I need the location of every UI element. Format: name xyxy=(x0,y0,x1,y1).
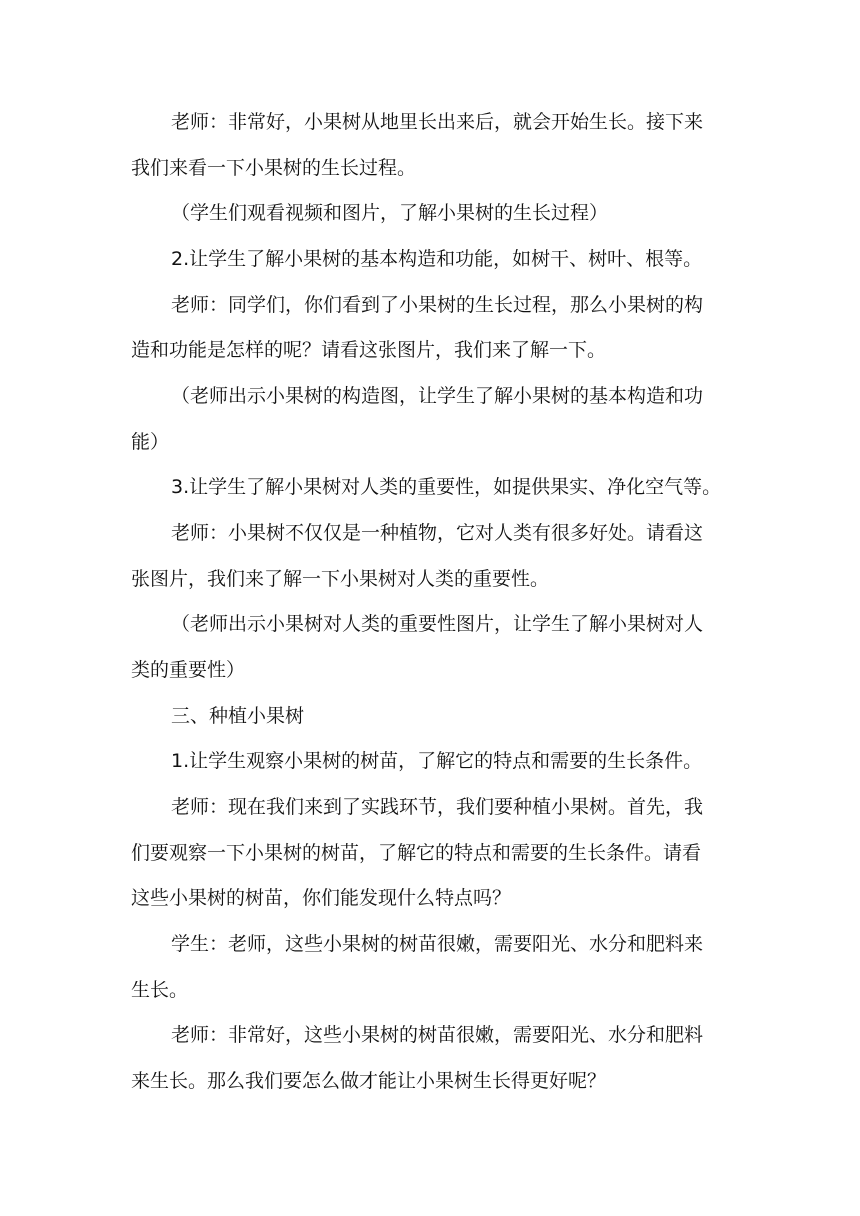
paragraph-line: 能） xyxy=(131,431,170,453)
paragraph-line: 1.让学生观察小果树的树苗，了解它的特点和需要的生长条件。 xyxy=(171,750,703,772)
paragraph-line: （老师出示小果树的构造图，让学生了解小果树的基本构造和功 xyxy=(171,385,704,407)
paragraph-line: 3.让学生了解小果树对人类的重要性，如提供果实、净化空气等。 xyxy=(171,476,722,498)
paragraph-line: 学生：老师，这些小果树的树苗很嫩，需要阳光、水分和肥料来 xyxy=(171,933,704,955)
section-heading: 三、种植小果树 xyxy=(171,705,305,727)
paragraph-line: （学生们观看视频和图片，了解小果树的生长过程） xyxy=(171,202,609,224)
paragraph-line: 2.让学生了解小果树的基本构造和功能，如树干、树叶、根等。 xyxy=(171,248,703,270)
paragraph-line: 造和功能是怎样的呢？请看这张图片，我们来了解一下。 xyxy=(131,339,607,361)
paragraph-line: （老师出示小果树对人类的重要性图片，让学生了解小果树对人 xyxy=(171,613,704,635)
paragraph-line: 张图片，我们来了解一下小果树对人类的重要性。 xyxy=(131,568,550,590)
paragraph-line: 老师：同学们，你们看到了小果树的生长过程，那么小果树的构 xyxy=(171,294,704,316)
paragraph-line: 我们来看一下小果树的生长过程。 xyxy=(131,157,417,179)
paragraph-line: 们要观察一下小果树的树苗，了解它的特点和需要的生长条件。请看 xyxy=(131,842,702,864)
paragraph-line: 类的重要性） xyxy=(131,659,246,681)
paragraph-line: 老师：非常好，这些小果树的树苗很嫩，需要阳光、水分和肥料 xyxy=(171,1024,704,1046)
paragraph-line: 老师：非常好，小果树从地里长出来后，就会开始生长。接下来 xyxy=(171,111,704,133)
paragraph-line: 这些小果树的树苗，你们能发现什么特点吗？ xyxy=(131,887,512,909)
paragraph-line: 生长。 xyxy=(131,979,189,1001)
paragraph-line: 来生长。那么我们要怎么做才能让小果树生长得更好呢？ xyxy=(131,1070,607,1092)
paragraph-line: 老师：现在我们来到了实践环节，我们要种植小果树。首先，我 xyxy=(171,796,704,818)
paragraph-line: 老师：小果树不仅仅是一种植物，它对人类有很多好处。请看这 xyxy=(171,522,704,544)
